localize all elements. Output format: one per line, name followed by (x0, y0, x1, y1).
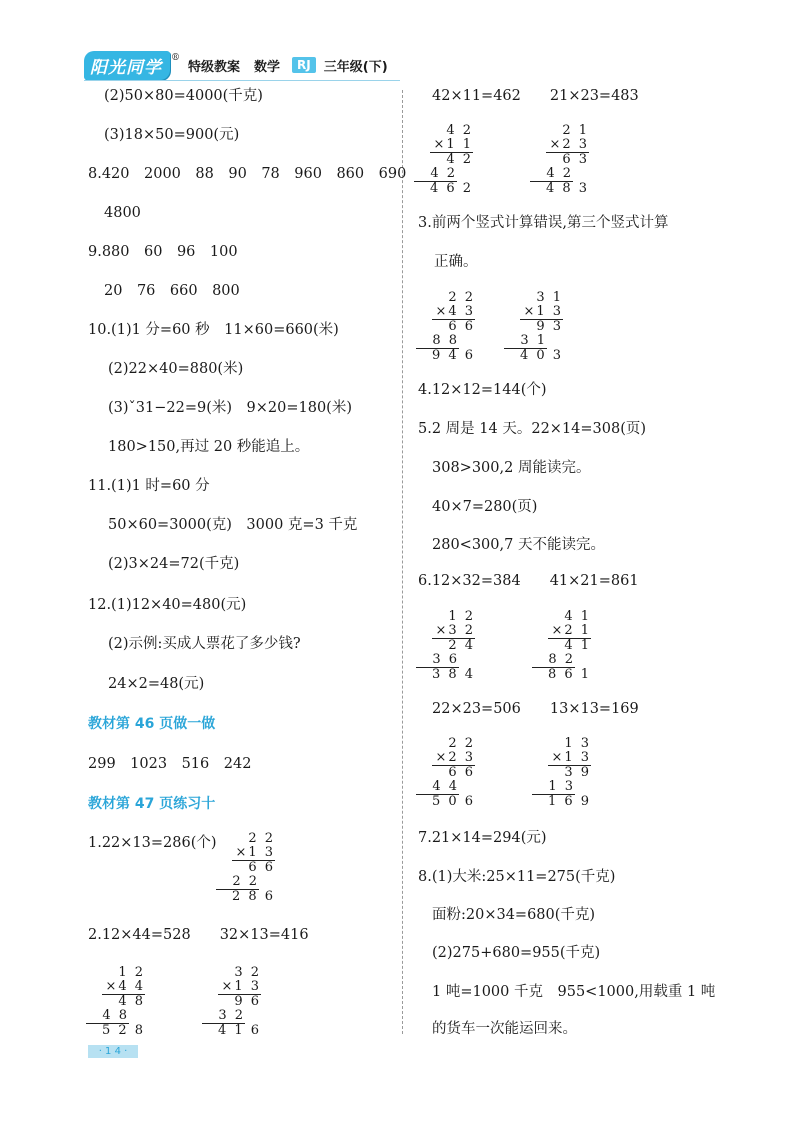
vertical-calc: 2 2 ×4 3 6 6 8 8 9 4 6 (432, 291, 475, 363)
column-divider (402, 90, 403, 1034)
answer-line: 1 吨=1000 千克 955<1000,用载重 1 吨 (432, 984, 716, 1000)
vertical-calc: 2 2 ×2 3 6 6 4 4 5 0 6 (432, 737, 475, 809)
answer-line: 正确。 (434, 254, 478, 270)
answer-line: 180>150,再过 20 秒能追上。 (108, 439, 310, 455)
section-heading: 教材第 47 页练习十 (88, 796, 216, 812)
answer-line: 22×23=506 13×13=169 (432, 701, 639, 717)
vertical-calc: 2 2 ×1 3 6 6 2 2 2 8 6 (232, 832, 275, 904)
page-number: · 1 4 · (88, 1045, 138, 1058)
vertical-calc: 2 1 ×2 3 6 3 4 2 4 8 3 (546, 124, 589, 196)
header-rule (84, 80, 400, 81)
answer-line: 面粉:20×34=680(千克) (432, 907, 596, 923)
answer-line: 12.(1)12×40=480(元) (88, 597, 247, 613)
answer-line: 的货车一次能运回来。 (432, 1021, 577, 1037)
answer-line: 4800 (104, 205, 141, 221)
answer-line: 6.12×32=384 41×21=861 (418, 573, 639, 589)
answer-line: 42×11=462 21×23=483 (432, 88, 639, 104)
answer-line: 8.(1)大米:25×11=275(千克) (418, 869, 616, 885)
registered-mark: ® (171, 53, 180, 63)
page-header (84, 52, 388, 78)
answer-line: 5.2 周是 14 天。22×14=308(页) (418, 421, 647, 437)
answer-line: 7.21×14=294(元) (418, 830, 547, 846)
vertical-calc: 4 2 ×1 1 4 2 4 2 4 6 2 (430, 124, 473, 196)
vertical-calc: 1 2 ×4 4 4 8 4 8 5 2 8 (102, 966, 145, 1038)
answer-line: 3.前两个竖式计算错误,第三个竖式计算 (418, 215, 669, 231)
answer-line: 280<300,7 天不能读完。 (432, 537, 605, 553)
answer-line: 11.(1)1 时=60 分 (88, 478, 210, 494)
grade-label: 三年级(下) (323, 59, 388, 75)
answer-line: 8.420 2000 88 90 78 960 860 690 (88, 166, 407, 182)
answer-line: 9.880 60 96 100 (88, 244, 238, 260)
answer-line: 50×60=3000(克) 3000 克=3 千克 (108, 517, 358, 533)
vertical-calc: 3 1 ×1 3 9 3 3 1 4 0 3 (520, 291, 563, 363)
answer-line: (2)50×80=4000(千克) (104, 88, 263, 104)
section-heading: 教材第 46 页做一做 (88, 716, 216, 732)
answer-line: (3)18×50=900(元) (104, 127, 240, 143)
vertical-calc: 1 2 ×3 2 2 4 3 6 3 8 4 (432, 610, 475, 682)
answer-line: 20 76 660 800 (104, 283, 240, 299)
edition-badge: RJ (292, 57, 316, 73)
answer-line: 24×2=48(元) (108, 676, 205, 692)
vertical-calc: 1 3 ×1 3 3 9 1 3 1 6 9 (548, 737, 591, 809)
subject-name: 数学 (254, 59, 281, 75)
brand-logo: 阳光同学 (84, 51, 170, 80)
answer-line: (2)275+680=955(千克) (432, 945, 601, 961)
vertical-calc: 4 1 ×2 1 4 1 8 2 8 6 1 (548, 610, 591, 682)
answer-line: (2)3×24=72(千克) (108, 556, 240, 572)
answer-line: 4.12×12=144(个) (418, 382, 547, 398)
answer-line: (3)ˇ31−22=9(米) 9×20=180(米) (108, 400, 352, 416)
vertical-calc: 3 2 ×1 3 9 6 3 2 4 1 6 (218, 966, 261, 1038)
answer-line: 1.22×13=286(个) (88, 835, 217, 851)
answer-line: 10.(1)1 分=60 秒 11×60=660(米) (88, 322, 339, 338)
answer-line: 299 1023 516 242 (88, 756, 252, 772)
series-name: 特级教案 (188, 59, 241, 75)
answer-line: (2)示例:买成人票花了多少钱? (108, 636, 301, 652)
answer-line: 308>300,2 周能读完。 (432, 460, 591, 476)
answer-line: 2.12×44=528 32×13=416 (88, 927, 309, 943)
answer-line: (2)22×40=880(米) (108, 361, 244, 377)
answer-line: 40×7=280(页) (432, 499, 538, 515)
